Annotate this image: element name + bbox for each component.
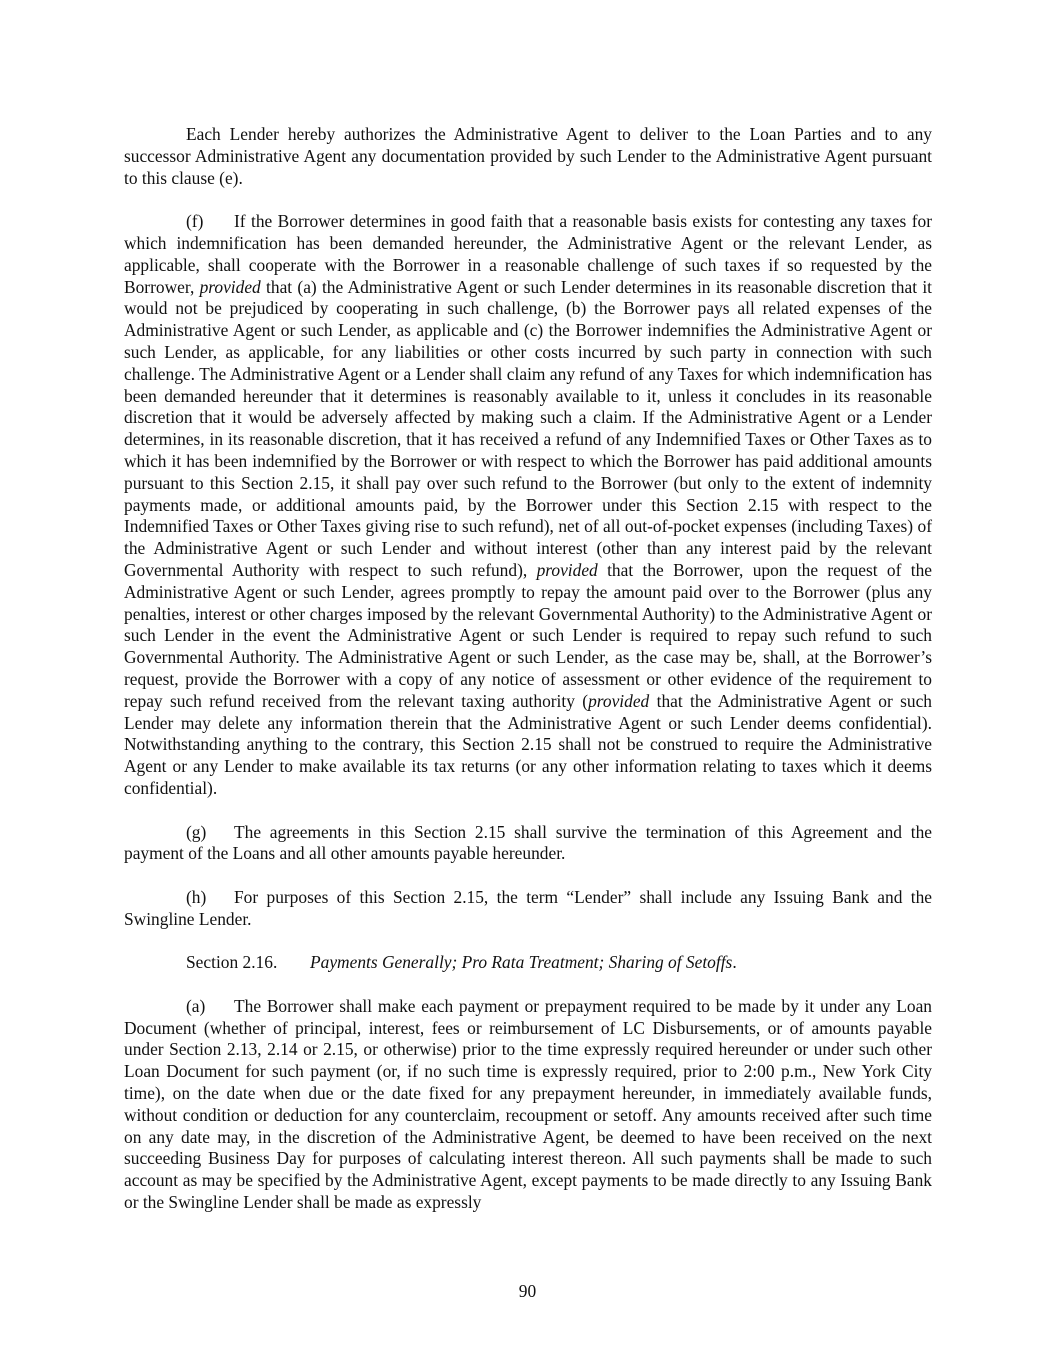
paragraph-h	[124, 887, 932, 931]
section-title: Payments Generally; Pro Rata Treatment; Sharing of Setoffs	[310, 952, 733, 973]
paragraph-text: that the Administrative Agent or such Lender may delete any information therein that the Administrative Agent or such Lender deems confidential). Notwithstanding anything to the contrary, this Section 2.15 shall not be construed to require the Administrative Agent or any Lender to make available its tax returns (or any other information relating to taxes which it deems confidential).	[124, 690, 932, 798]
section-title-period: .	[732, 952, 737, 973]
section-number: Section 2.16.	[186, 952, 278, 973]
clause-label-f: (f)	[186, 211, 204, 232]
paragraph-text: that the Borrower, upon the request of the Administrative Agent or such Lender, agrees promptly to repay the amount paid over to the Borrower (plus any penalties, interest or other charges imposed by the relevant Governmental Authority) to the Administrative Agent or such Lender in the event the Administrative Agent or such Lender is required to repay such refund to such Governmental Authority. The Administrative Agent or such Lender, as the case may be, shall, at the Borrower’s request, provide the Borrower with a copy of any notice of assessment or other evidence of the requirement to repay such refund received from the relevant taxing authority (	[124, 559, 932, 711]
clause-label-a: (a)	[186, 995, 206, 1016]
clause-label-g: (g)	[186, 821, 207, 842]
paragraph-text: Each Lender hereby authorizes the Administrative Agent to deliver to the Loan Parties and to any successor Administrative Agent any documentation provided by such Lender to the Administrative Agent pursuant to this clause (e).	[124, 124, 932, 188]
italic-provided: provided	[199, 276, 261, 297]
italic-provided: provided	[588, 690, 650, 711]
clause-label-h: (h)	[186, 886, 207, 907]
paragraph-text: If the Borrower determines in good faith that a reasonable basis exists for contesting any taxes for which indemnification has been demanded hereunder, the Administrative Agent or the relevant Lender, as applicable, shall cooperate with the Borrower in a reasonable challenge of such taxes if so requested by the Borrower,	[124, 211, 932, 297]
paragraph-text: For purposes of this Section 2.15, the term “Lender” shall include any Issuing Bank and the Swingline Lender.	[124, 886, 932, 929]
paragraph-text: The Borrower shall make each payment or prepayment required to be made by it under any Loan Document (whether of principal, interest, fees or reimbursement of LC Disbursements, or of amounts payable under Section 2.13, 2.14 or 2.15, or otherwise) prior to the time expressly required hereunder or under such other Loan Document for such payment (or, if no such time is expressly required, prior to 2:00 p.m., New York City time), on the date when due or the date fixed for any prepayment hereunder, in immediately available funds, without condition or deduction for any counterclaim, recoupment or setoff. Any amounts received after such time on any date may, in the discretion of the Administrative Agent, be deemed to have been received on the next succeeding Business Day for purposes of calculating interest thereon. All such payments shall be made to such account as may be specified by the Administrative Agent, except payments to be made directly to any Issuing Bank or the Swingline Lender shall be made as expressly	[124, 995, 932, 1213]
paragraph-a	[124, 996, 932, 1214]
paragraph-lender-authorization	[124, 124, 932, 189]
paragraph-f	[124, 211, 932, 800]
section-heading	[124, 952, 932, 974]
body-text	[124, 124, 932, 1214]
italic-provided: provided	[536, 559, 598, 580]
paragraph-text: The agreements in this Section 2.15 shall survive the termination of this Agreement and the payment of the Loans and all other amounts payable hereunder.	[124, 821, 932, 864]
page-number: 90	[518, 1281, 537, 1301]
paragraph-text: that (a) the Administrative Agent or such Lender determines in its reasonable discretion that it would not be prejudiced by cooperating in such challenge, (b) the Borrower pays all related expenses of the Administrative Agent or such Lender, as applicable and (c) the Borrower indemnifies the Administrative Agent or such Lender, as applicable, for any liabilities or other costs incurred by such party in connection with such challenge. The Administrative Agent or a Lender shall claim any refund of any Taxes for which indemnification has been demanded hereunder that it determines is reasonably available to it, unless it concludes in its reasonable discretion that it would be adversely affected by making such a claim. If the Administrative Agent or a Lender determines, in its reasonable discretion, that it has received a refund of any Indemnified Taxes or Other Taxes as to which it has been indemnified by the Borrower or with respect to which the Borrower has paid additional amounts pursuant to this Section 2.15, it shall pay over such refund to the Borrower (but only to the extent of indemnity payments made, or additional amounts paid, by the Borrower under this Section 2.15 with respect to the Indemnified Taxes or Other Taxes giving rise to such refund), net of all out-of-pocket expenses (including Taxes) of the Administrative Agent or such Lender and without interest (other than any interest paid by the relevant Governmental Authority with respect to such refund),	[124, 276, 932, 580]
paragraph-g	[124, 822, 932, 866]
